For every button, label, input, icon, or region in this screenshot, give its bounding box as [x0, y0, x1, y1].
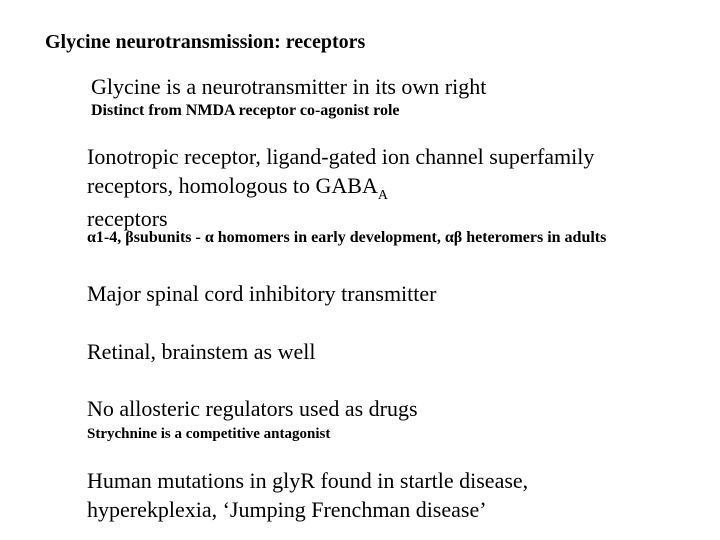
ionotropic-main: Ionotropic receptor, ligand-gated ion channel superfamily receptors, homologous to GABA: [87, 144, 595, 198]
retinal-brainstem-text: Retinal, brainstem as well: [87, 339, 316, 364]
human-mutations-text: Human mutations in glyR found in startle disease, hyperekplexia, ‘Jumping Frenchman disease’: [87, 468, 529, 522]
allosteric-regulators-text: No allosteric regulators used as drugs: [87, 396, 418, 421]
strychnine-text: Strychnine is a competitive antagonist: [87, 426, 331, 442]
slide-title: Glycine neurotransmission: receptors: [45, 31, 366, 53]
gaba-subscript: A: [377, 188, 388, 203]
ionotropic-receptor-text: [87, 142, 607, 233]
glycine-intro-text: Glycine is a neurotransmitter in its own right: [91, 74, 487, 99]
nmda-distinction-text: Distinct from NMDA receptor co-agonist role: [91, 102, 400, 119]
spinal-cord-text: Major spinal cord inhibitory transmitter: [87, 281, 437, 306]
subunits-text: α1-4, βsubunits - α homomers in early development, αβ heteromers in adults: [87, 229, 607, 246]
ionotropic-tail: receptors: [87, 206, 168, 231]
